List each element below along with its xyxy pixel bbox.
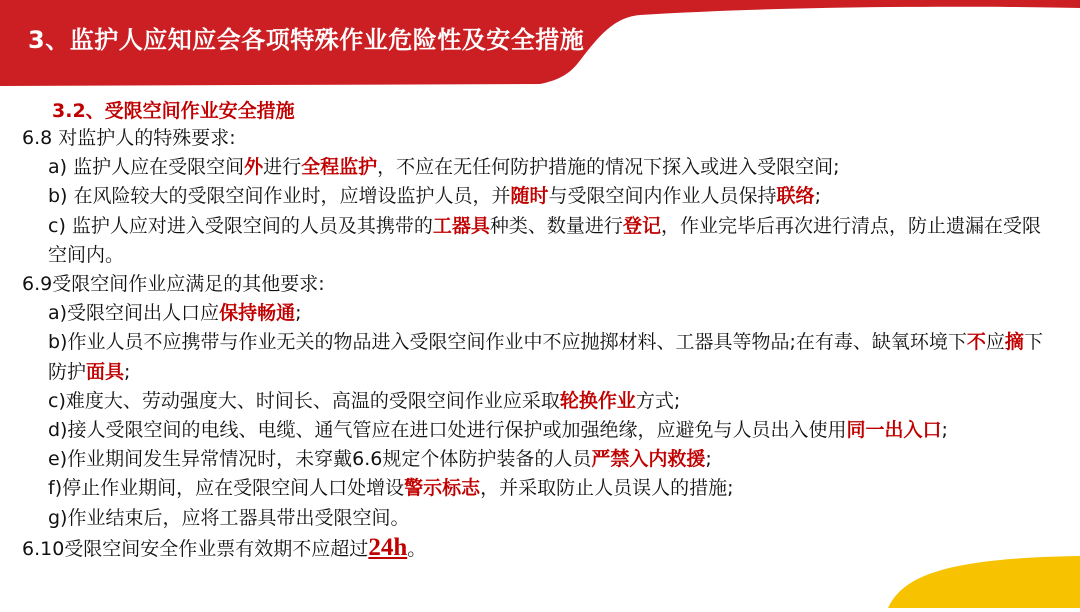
body-text-segment: ; (124, 360, 131, 383)
body-text-segment: ，不应在无任何防护措施的情况下探入或进入受限空间; (377, 156, 840, 179)
paragraph (22, 504, 1046, 533)
highlight-text: 不 (966, 331, 986, 354)
paragraph (22, 124, 1046, 153)
body-text-segment: ，并采取防止人员误人的措施; (480, 477, 734, 500)
body-text-segment: 种类、数量进行 (489, 214, 623, 237)
body-text-segment: c)难度大、劳动强度大、时间长、高温的受限空间作业应采取 (48, 389, 560, 412)
highlight-text: 保持畅通 (219, 302, 296, 325)
paragraph (22, 328, 1046, 386)
body-text (22, 124, 1046, 564)
body-text-segment: d)接人受限空间的电线、电缆、通气管应在进口处进行保护或加强绝缘，应避免与人员出入使用 (48, 419, 847, 442)
paragraph (22, 533, 1046, 564)
body-text-segment: 6.8 对监护人的特殊要求: (22, 127, 236, 149)
paragraph (22, 212, 1046, 270)
paragraph (22, 153, 1046, 182)
highlight-text: 轮换作业 (559, 389, 636, 412)
paragraph (22, 445, 1046, 474)
paragraph (22, 270, 1046, 299)
body-text-segment: 与受限空间内作业人员保持 (548, 185, 777, 208)
body-text-segment: e)作业期间发生异常情况时，未穿戴6.6规定个体防护装备的人员 (48, 448, 592, 471)
highlight-text: 严禁入内救援 (591, 448, 706, 471)
highlight-text: 工器具 (432, 214, 490, 237)
body-text-segment: a)受限空间出人口应 (48, 302, 220, 325)
highlight-text: 同一出入口 (846, 419, 942, 442)
paragraph (22, 299, 1046, 328)
body-text-segment: 应 (985, 331, 1005, 354)
body-text-segment: 进行 (263, 156, 302, 179)
paragraph (22, 474, 1046, 503)
body-text-segment: 6.10受限空间安全作业票有效期不应超过 (22, 537, 369, 560)
slide-title: 3、监护人应知应会各项特殊作业危险性及安全措施 (28, 26, 585, 54)
body-text-segment: ; (814, 185, 821, 208)
paragraph (22, 387, 1046, 416)
body-text-segment: ; (705, 448, 712, 471)
body-text-segment: b)作业人员不应携带与作业无关的物品进入受限空间作业中不应抛掷材料、工器具等物品;在有毒、缺氧环境下 (48, 331, 967, 354)
body-text-segment: b) 在风险较大的受限空间作业时，应增设监护人员，并 (48, 185, 511, 208)
body-text-segment: a) 监护人应在受限空间 (48, 156, 245, 179)
highlight-text: 摘 (1004, 331, 1024, 354)
body-text-segment: 下防护 (48, 331, 1043, 383)
section-subtitle: 3.2、受限空间作业安全措施 (52, 100, 295, 122)
highlight-text: 面具 (86, 360, 125, 383)
body-text-segment: c) 监护人应对进入受限空间的人员及其携带的 (48, 214, 433, 237)
highlight-text: 外 (244, 156, 264, 179)
body-text-segment: ，作业完毕后再次进行清点，防止遗漏在受限空间内。 (48, 214, 1041, 266)
highlight-big-text: 24h (368, 533, 408, 561)
highlight-text: 全程监护 (301, 156, 378, 179)
body-text-segment: ; (295, 302, 302, 325)
highlight-text: 随时 (510, 185, 549, 208)
highlight-text: 登记 (622, 214, 661, 237)
body-text-segment: f)停止作业期间，应在受限空间人口处增设 (48, 477, 405, 500)
body-text-segment: ; (941, 419, 948, 442)
body-text-segment: 方式; (635, 389, 681, 412)
highlight-text: 联络 (776, 185, 815, 208)
paragraph (22, 416, 1046, 445)
body-text-segment: 6.9受限空间作业应满足的其他要求: (22, 273, 325, 296)
highlight-text: 警示标志 (404, 477, 481, 500)
paragraph (22, 182, 1046, 211)
body-text-segment: g)作业结束后，应将工器具带出受限空间。 (48, 506, 410, 529)
body-text-segment: 。 (407, 537, 427, 560)
